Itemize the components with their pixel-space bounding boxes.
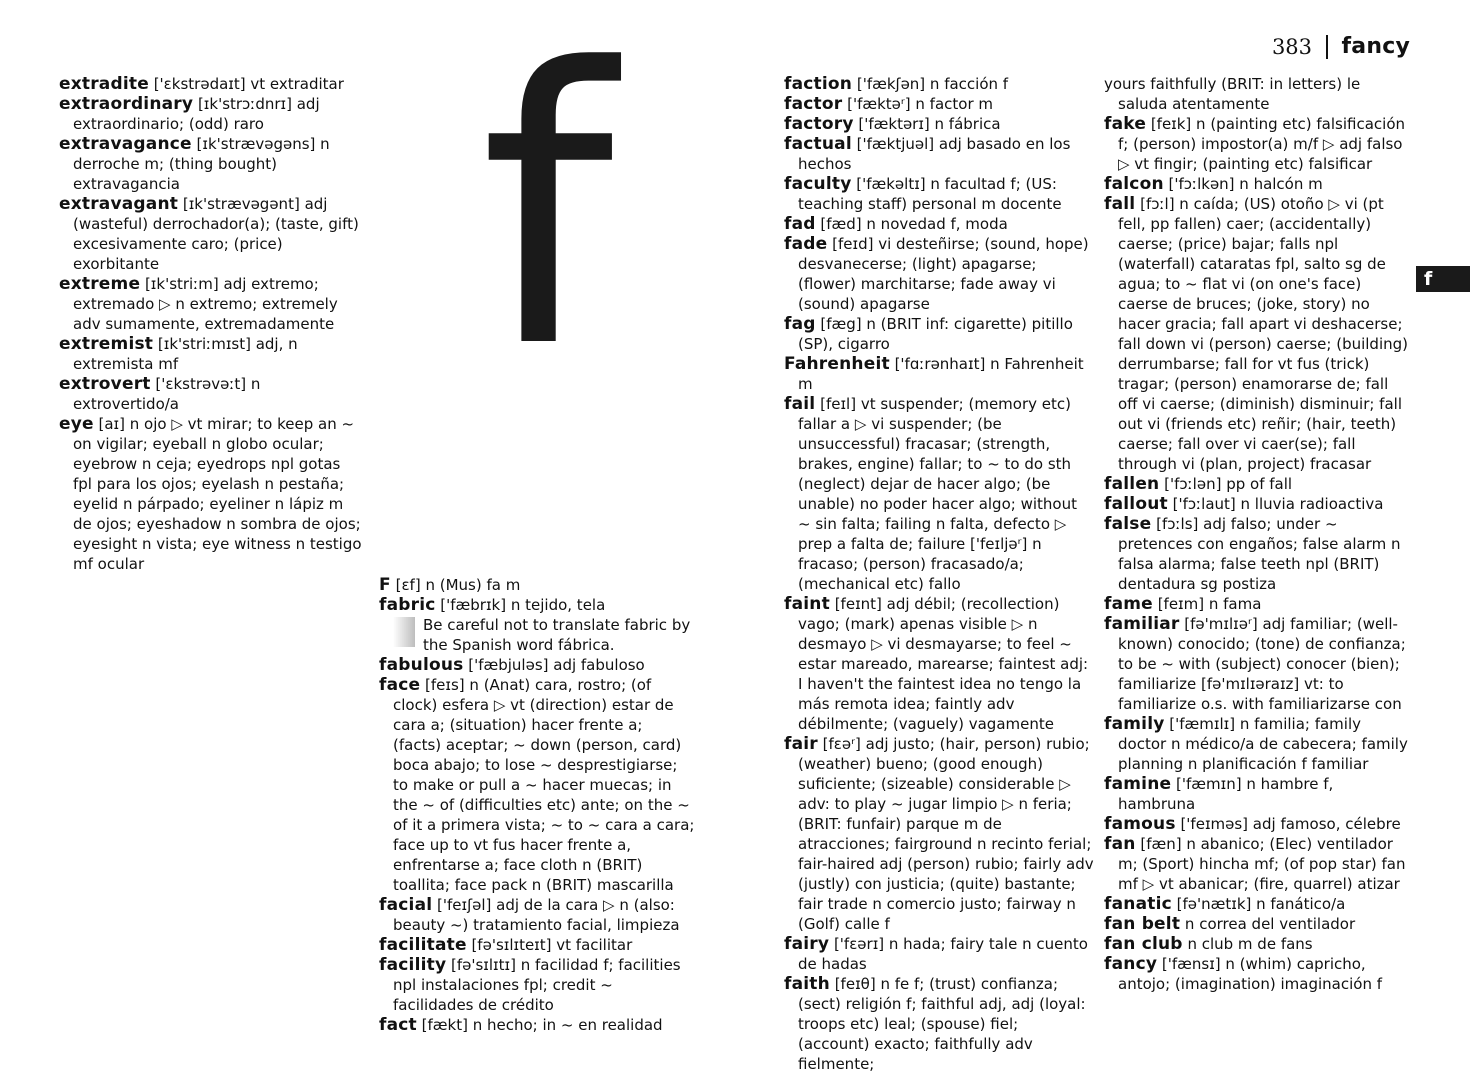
headword: faith [784, 974, 830, 994]
entry-definition: ['fɔːlkən] n halcón m [1163, 175, 1323, 193]
dictionary-entry [379, 595, 695, 615]
dictionary-entry [379, 675, 695, 895]
thumb-index-tab [1416, 266, 1470, 292]
dictionary-entry [59, 414, 364, 574]
dictionary-entry [1104, 914, 1412, 934]
dictionary-entry [379, 655, 695, 675]
entry-definition: ['fækʃən] n facción f [852, 75, 1009, 93]
entry-definition: [feɪk] n (painting etc) falsificación f; (person) impostor(a) m/f ▷ adj falso ▷ vt fingir; (painting etc) falsificar [1118, 115, 1406, 173]
dictionary-entry [1104, 194, 1412, 474]
entry-definition: [ɪk'striːmɪst] adj, n extremista mf [73, 335, 298, 373]
page-number: 383 [1271, 34, 1313, 59]
dictionary-column-4 [1104, 74, 1412, 994]
dictionary-entry [784, 934, 1094, 974]
entry-definition: [fɔːls] adj falso; under ~ pretences con engaños; false alarm n falsa alarma; false teeth npl (BRIT) dentadura sg postiza [1118, 515, 1401, 593]
dictionary-entry [784, 74, 1094, 94]
dictionary-entry [379, 895, 695, 935]
dictionary-entry [784, 394, 1094, 594]
entry-definition: ['fæbjuləs] adj fabuloso [463, 656, 645, 674]
dictionary-entry [784, 734, 1094, 934]
entry-definition: ['fænsɪ] n (whim) capricho, antojo; (imagination) imaginación f [1118, 955, 1382, 993]
headword: fabric [379, 595, 436, 615]
dictionary-entry [784, 234, 1094, 314]
entry-definition: ['fɛərɪ] n hada; fairy tale n cuento de hadas [798, 935, 1088, 973]
entry-definition: n club m de fans [1182, 935, 1313, 953]
section-letter: f [480, 0, 614, 431]
dictionary-entry [1104, 614, 1412, 714]
headword: factory [784, 114, 854, 134]
entry-definition: [feɪs] n (Anat) cara, rostro; (of clock) esfera ▷ vt (direction) estar de cara a; (situation) hacer frente a; (facts) aceptar; ~ down (person, card) boca abajo; to lose ~ desprestigiarse; to make or pull a ~ hacer muecas; in the ~ of (difficulties etc) ante; on the ~ of it a primera vista; ~ to ~ cara a cara; face up to vt fus hacer frente a, enfrentarse a; face cloth n (BRIT) toallita; face pack n (BRIT) mascarilla [393, 676, 695, 894]
entry-definition: [feɪl] vt suspender; (memory etc) fallar a ▷ vi suspender; (be unsuccessful) fracasar; (strength, brakes, engine) fallar; to ~ to do sth (neglect) dejar de hacer algo; (be unable) no poder hacer algo; without ~ sin falta; failing n falta, defecto ▷ prep a falta de; failure ['feɪljəʳ] n fracaso; (person) fracasado/a; (mechanical etc) fallo [798, 395, 1077, 593]
headword: Fahrenheit [784, 354, 890, 374]
headword: fanatic [1104, 894, 1172, 914]
entry-definition: ['feɪməs] adj famoso, célebre [1175, 815, 1401, 833]
dictionary-entry [1104, 74, 1412, 114]
dictionary-entry [379, 955, 695, 1015]
entry-definition: ['ɛkstrəvəːt] n extrovertido/a [73, 375, 261, 413]
dictionary-entry [59, 334, 364, 374]
dictionary-entry [784, 134, 1094, 174]
headword: face [379, 675, 421, 695]
headword: extremist [59, 334, 154, 354]
headword: false [1104, 514, 1152, 534]
headword: extradite [59, 74, 149, 94]
dictionary-entry [1104, 774, 1412, 814]
headword: fan club [1104, 934, 1183, 954]
dictionary-entry [784, 214, 1094, 234]
headword: fag [784, 314, 816, 334]
entry-definition: [fə'sɪlɪtɪ] n facilidad f; facilities npl instalaciones fpl; credit ~ facilidades de crédito [393, 956, 681, 1014]
entry-definition: [feɪθ] n fe f; (trust) confianza; (sect) religión f; faithful adj, adj (loyal: troops etc) leal; (spouse) fiel; (account) exacto; faithfully adv fielmente; [798, 975, 1086, 1073]
headword: falcon [1104, 174, 1164, 194]
entry-definition: [fæg] n (BRIT inf: cigarette) pitillo (SP), cigarro [798, 315, 1073, 353]
dictionary-entry [59, 94, 364, 134]
headword: facilitate [379, 935, 467, 955]
entry-definition: ['fɔːlən] pp of fall [1159, 475, 1293, 493]
headword: faction [784, 74, 853, 94]
dictionary-entry [1104, 934, 1412, 954]
usage-note-text: Be careful not to translate fabric by the Spanish word fábrica. [423, 616, 691, 654]
entry-definition: ['ɛkstrədaɪt] vt extraditar [148, 75, 344, 93]
headword: fancy [1104, 954, 1158, 974]
headword: extravagance [59, 134, 192, 154]
dictionary-entry [59, 374, 364, 414]
dictionary-entry [1104, 594, 1412, 614]
note-marker-icon [393, 617, 415, 647]
headword: fact [379, 1015, 417, 1035]
dictionary-entry [784, 314, 1094, 354]
headword: factor [784, 94, 843, 114]
headword: familiar [1104, 614, 1180, 634]
headword: fan belt [1104, 914, 1181, 934]
headword: fall [1104, 194, 1136, 214]
headword: extrovert [59, 374, 151, 394]
entry-definition: [ɪk'striːm] adj extremo; extremado ▷ n extremo; extremely adv sumamente, extremadamente [73, 275, 338, 333]
usage-note [393, 615, 695, 655]
dictionary-entry [784, 94, 1094, 114]
entry-definition: [fə'sɪlɪteɪt] vt facilitar [466, 936, 633, 954]
dictionary-entry [784, 354, 1094, 394]
dictionary-entry [1104, 954, 1412, 994]
dictionary-column-2 [379, 575, 695, 1035]
entry-definition: [ɪk'strævəgəns] n derroche m; (thing bought) extravagancia [73, 135, 330, 193]
entry-definition: ['fækəltɪ] n facultad f; (US: teaching staff) personal m docente [798, 175, 1062, 213]
dictionary-entry [1104, 494, 1412, 514]
entry-definition: yours faithfully (BRIT: in letters) le saluda atentamente [1104, 75, 1361, 113]
headword: fallout [1104, 494, 1168, 514]
dictionary-entry [1104, 474, 1412, 494]
entry-definition: [fə'nætɪk] n fanático/a [1171, 895, 1346, 913]
headword: fake [1104, 114, 1147, 134]
dictionary-entry [379, 1015, 695, 1035]
headword: famous [1104, 814, 1176, 834]
dictionary-entry [1104, 114, 1412, 174]
headword: extraordinary [59, 94, 194, 114]
entry-definition: [feɪm] n fama [1152, 595, 1262, 613]
entry-definition: [fə'mɪlɪəʳ] adj familiar; (well-known) conocido; (tone) de confianza; to be ~ with (subject) conocer (bien); familiarize [fə'mɪlɪəraɪz] vt: to familiarize o.s. with familiarizarse con [1118, 615, 1406, 713]
dictionary-entry [1104, 714, 1412, 774]
entry-definition: ['fɑːrənhaɪt] n Fahrenheit m [798, 355, 1084, 393]
dictionary-entry [1104, 814, 1412, 834]
dictionary-entry [784, 974, 1094, 1074]
entry-definition: ['fæktərɪ] n fábrica [853, 115, 1001, 133]
headword: fade [784, 234, 828, 254]
entry-definition: ['feɪʃəl] adj de la cara ▷ n (also: beauty ~) tratamiento facial, limpieza [393, 896, 680, 934]
entry-definition: ['fæktjuəl] adj basado en los hechos [798, 135, 1071, 173]
dictionary-entry [379, 575, 695, 595]
entry-definition: [fɔːl] n caída; (US) otoño ▷ vi (pt fell, pp fallen) caer; (accidentally) caerse; (price) bajar; falls npl (waterfall) cataratas fpl, salto sg de agua; to ~ flat vi (on one's face) caerse de bruces; (joke, story) no hacer gracia; fall apart vi deshacerse; fall down vi (person) caerse; (building) derrumbarse; fall for vt fus (trick) tragar; (person) enamorarse de; fall off vi caerse; (diminish) disminuir; fall out vi (friends etc) reñir; (hair, teeth) caerse; fall over vi caer(se); fall through vi (plan, project) fracasar [1118, 195, 1409, 473]
headword: factual [784, 134, 852, 154]
headword: fabulous [379, 655, 464, 675]
entry-definition: [feɪnt] adj débil; (recollection) vago; (mark) apenas visible ▷ n desmayo ▷ vi desmayarse; to feel ~ estar mareado, marearse; faintest adj: I haven't the faintest idea no tengo la más remota idea; faintly adv débilmente; (vaguely) vagamente [798, 595, 1089, 733]
entry-definition: [feɪd] vi desteñirse; (sound, hope) desvanecerse; (light) apagarse; (flower) marchitarse; fade away vi (sound) apagarse [798, 235, 1089, 313]
guide-word: fancy [1341, 34, 1410, 59]
page-header [1272, 34, 1410, 59]
dictionary-entry [59, 274, 364, 334]
entry-definition: [ɪk'strɔːdnrɪ] adj extraordinario; (odd) raro [73, 95, 320, 133]
headword: fair [784, 734, 818, 754]
headword: extravagant [59, 194, 179, 214]
entry-definition: [aɪ] n ojo ▷ vt mirar; to keep an ~ on vigilar; eyeball n globo ocular; eyebrow n ceja; eyedrops npl gotas fpl para los ojos; eyelash n pestaña; eyelid n párpado; eyeliner n lápiz m de ojos; eyeshadow n sombra de ojos; eyesight n vista; eye witness n testigo mf ocular [73, 415, 362, 573]
dictionary-entry [1104, 894, 1412, 914]
headword: fame [1104, 594, 1153, 614]
dictionary-entry [59, 194, 364, 274]
entry-definition: [ɛf] n (Mus) fa m [390, 576, 521, 594]
headword: family [1104, 714, 1165, 734]
header-divider [1326, 35, 1328, 59]
dictionary-entry [1104, 514, 1412, 594]
entry-definition: n correa del ventilador [1180, 915, 1356, 933]
dictionary-entry [59, 74, 364, 94]
entry-definition: [fɛəʳ] adj justo; (hair, person) rubio; (weather) bueno; (good enough) suficiente; (sizeable) considerable ▷ adv: to play ~ jugar limpio ▷ n feria; (BRIT: funfair) parque m de atracciones; fairground n recinto ferial; fair-haired adj (person) rubio; fairly adv (justly) con justicia; (quite) bastante; fair trade n comercio justo; fairway n (Golf) calle f [798, 735, 1094, 933]
entry-definition: ['fæmɪlɪ] n familia; family doctor n médico/a de cabecera; family planning n planificación f familiar [1118, 715, 1408, 773]
headword: fairy [784, 934, 830, 954]
entry-definition: [fæd] n novedad f, moda [815, 215, 1008, 233]
entry-definition: ['fæbrɪk] n tejido, tela [435, 596, 606, 614]
dictionary-column-1 [59, 74, 364, 574]
headword: fad [784, 214, 816, 234]
dictionary-entry [1104, 174, 1412, 194]
thumb-index-letter: f [1424, 268, 1433, 290]
entry-definition: [ɪk'strævəgənt] adj (wasteful) derrochador(a); (taste, gift) excesivamente caro; (price) exorbitante [73, 195, 359, 273]
headword: facility [379, 955, 447, 975]
headword: eye [59, 414, 94, 434]
dictionary-column-3 [784, 74, 1094, 1074]
dictionary-entry [784, 594, 1094, 734]
entry-definition: [fækt] n hecho; in ~ en realidad [416, 1016, 663, 1034]
headword: famine [1104, 774, 1172, 794]
dictionary-entry [59, 134, 364, 194]
headword: F [379, 575, 391, 595]
entry-definition: ['fæmɪn] n hambre f, hambruna [1118, 775, 1334, 813]
headword: fallen [1104, 474, 1160, 494]
entry-definition: ['fæktəʳ] n factor m [842, 95, 993, 113]
headword: fail [784, 394, 816, 414]
dictionary-entry [784, 174, 1094, 214]
entry-definition: [fæn] n abanico; (Elec) ventilador m; (Sport) hincha mf; (of pop star) fan mf ▷ vt abanicar; (fire, quarrel) atizar [1118, 835, 1406, 893]
headword: extreme [59, 274, 141, 294]
headword: faint [784, 594, 830, 614]
dictionary-entry [1104, 834, 1412, 894]
dictionary-entry [784, 114, 1094, 134]
dictionary-entry [379, 935, 695, 955]
headword: faculty [784, 174, 852, 194]
headword: fan [1104, 834, 1136, 854]
headword: facial [379, 895, 433, 915]
entry-definition: ['fɔːlaut] n lluvia radioactiva [1167, 495, 1384, 513]
